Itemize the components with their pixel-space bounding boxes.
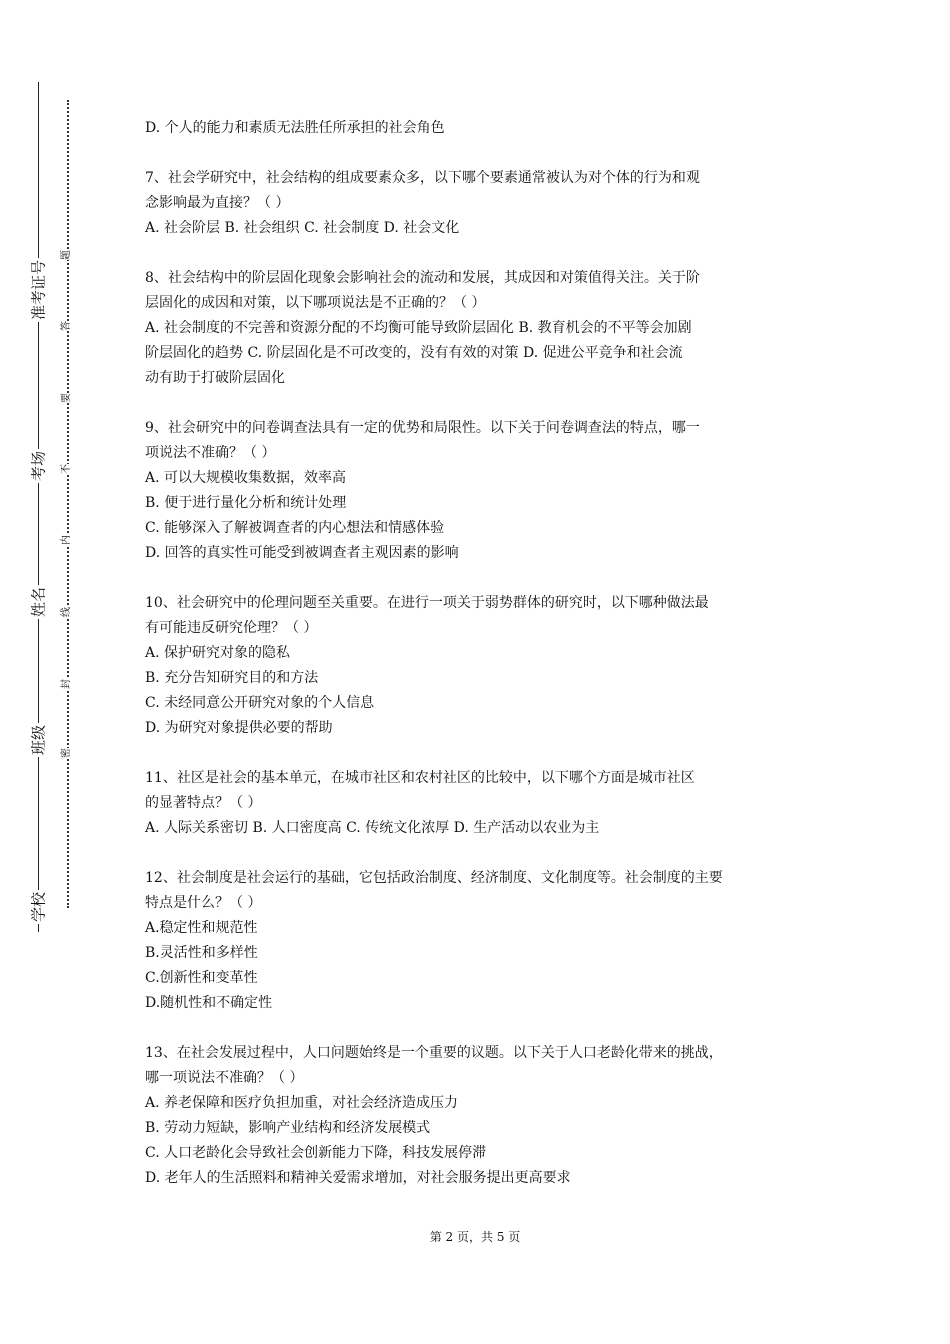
option-line: B. 充分告知研究目的和方法	[145, 670, 319, 686]
question-line: 11、社区是社会的基本单元，在城市社区和农村社区的比较中，以下哪个方面是城市社区	[145, 770, 695, 786]
question-line: 12、社会制度是社会运行的基础，它包括政治制度、经济制度、文化制度等。社会制度的主要	[145, 870, 723, 886]
option-line: D. 老年人的生活照料和精神关爱需求增加，对社会服务提出更高要求	[145, 1170, 571, 1186]
question-13	[145, 1041, 845, 1191]
option-line: B. 劳动力短缺，影响产业结构和经济发展模式	[145, 1120, 431, 1136]
question-line: 13、在社会发展过程中，人口问题始终是一个重要的议题。以下关于人口老龄化带来的挑战，	[145, 1045, 723, 1061]
seal-char: 线	[61, 607, 72, 617]
field-school: 学校	[29, 891, 48, 923]
seal-char: 答	[61, 321, 72, 331]
option-line: D.随机性和不确定性	[145, 995, 273, 1011]
binding-margin	[0, 0, 110, 1344]
option-line: A. 可以大规模收集数据，效率高	[145, 470, 347, 486]
field-exam-number: 准考证号	[29, 259, 48, 321]
field-class: 班级	[29, 724, 48, 756]
question-10	[145, 591, 845, 741]
seal-char: 封	[61, 679, 72, 689]
option-line: A. 社会制度的不完善和资源分配的不均衡可能导致阶层固化 B. 教育机会的不平等会加剧	[145, 320, 692, 336]
question-line: 有可能违反研究伦理？（ ）	[145, 620, 318, 636]
option-line: C. 人口老龄化会导致社会创新能力下降，科技发展停滞	[145, 1145, 487, 1161]
question-line: 哪一项说法不准确？（ ）	[145, 1070, 304, 1086]
option-line: A. 养老保障和医疗负担加重，对社会经济造成压力	[145, 1095, 459, 1111]
question-line: 项说法不准确？（ ）	[145, 445, 276, 461]
question-line: 念影响最为直接？（ ）	[145, 195, 290, 211]
seal-char: 题	[61, 250, 72, 260]
option-line: D. 个人的能力和素质无法胜任所承担的社会角色	[145, 120, 445, 136]
question-9	[145, 416, 845, 566]
question-11	[145, 766, 845, 841]
question-line: 层固化的成因和对策，以下哪项说法是不正确的？（ ）	[145, 295, 486, 311]
option-line: 动有助于打破阶层固化	[145, 370, 285, 386]
binding-solid-line	[38, 82, 39, 932]
option-line: C. 未经同意公开研究对象的个人信息	[145, 695, 375, 711]
option-line: C. 能够深入了解被调查者的内心想法和情感体验	[145, 520, 445, 536]
field-name: 姓名	[29, 586, 48, 618]
question-line: 特点是什么？（ ）	[145, 895, 262, 911]
option-line: D. 回答的真实性可能受到被调查者主观因素的影响	[145, 545, 459, 561]
question-8	[145, 266, 845, 391]
question-line: 8、社会结构中的阶层固化现象会影响社会的流动和发展，其成因和对策值得关注。关于阶	[145, 270, 700, 286]
question-line: 的显著特点？（ ）	[145, 795, 262, 811]
option-line: D. 为研究对象提供必要的帮助	[145, 720, 333, 736]
field-exam-room: 考场	[29, 450, 48, 482]
exam-content	[145, 116, 845, 1191]
option-line: C.创新性和变革性	[145, 970, 258, 986]
seal-char: 不	[61, 464, 72, 474]
option-line: A. 保护研究对象的隐私	[145, 645, 291, 661]
seal-char: 要	[61, 393, 72, 403]
page-footer: 第 2 页，共 5 页	[429, 1230, 521, 1244]
question-line: 10、社会研究中的伦理问题至关重要。在进行一项关于弱势群体的研究时，以下哪种做法最	[145, 595, 709, 611]
option-line: 阶层固化的趋势 C. 阶层固化是不可改变的，没有有效的对策 D. 促进公平竞争和社会流	[145, 345, 683, 361]
option-line: A. 人际关系密切 B. 人口密度高 C. 传统文化浓厚 D. 生产活动以农业为主	[145, 820, 600, 836]
seal-dotted-line	[67, 100, 69, 908]
option-line: A.稳定性和规范性	[145, 920, 258, 936]
option-line: A. 社会阶层 B. 社会组织 C. 社会制度 D. 社会文化	[145, 220, 460, 236]
question-line: 9、社会研究中的问卷调查法具有一定的优势和局限性。以下关于问卷调查法的特点，哪一	[145, 420, 700, 436]
question-line: 7、社会学研究中，社会结构的组成要素众多，以下哪个要素通常被认为对个体的行为和观	[145, 170, 700, 186]
option-line: B.灵活性和多样性	[145, 945, 258, 961]
seal-char: 内	[61, 535, 72, 545]
option-line: B. 便于进行量化分析和统计处理	[145, 495, 347, 511]
question-12	[145, 866, 845, 1016]
question-7	[145, 166, 845, 241]
seal-char: 密	[61, 748, 72, 758]
